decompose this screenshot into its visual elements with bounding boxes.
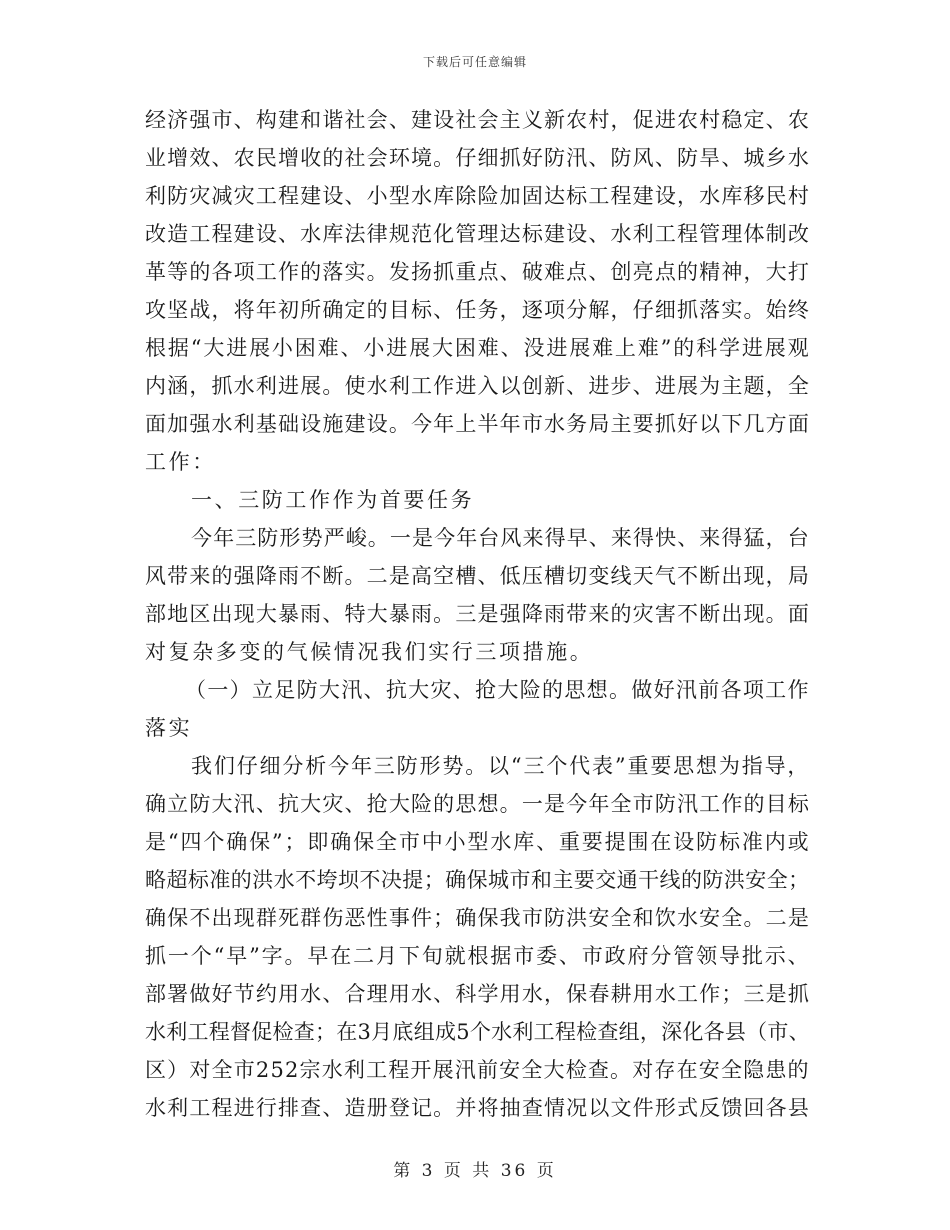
text-line: 部地区出现大暴雨、特大暴雨。三是强降雨带来的灾害不断出现。面 — [145, 602, 810, 626]
page-header: 下载后可任意编辑 — [422, 55, 527, 69]
text-line: 革等的各项工作的落实。发扬抓重点、破难点、创亮点的精神，大打 — [145, 260, 810, 284]
text-line: 业增效、农民增收的社会环境。仔细抓好防汛、防风、防旱、城乡水 — [145, 146, 810, 170]
text-line: 抓一个“早”字。早在二月下旬就根据市委、市政府分管领导批示、 — [145, 944, 811, 968]
text-line: 对复杂多变的气候情况我们实行三项措施。 — [145, 640, 594, 664]
text-line: 区）对全市252宗水利工程开展汛前安全大检查。对存在安全隐患的 — [145, 1058, 810, 1082]
subsection-heading: （一）立足防大汛、抗大灾、抢大险的思想。做好汛前各项工作 — [185, 678, 810, 702]
text-line: 攻坚战，将年初所确定的目标、任务，逐项分解，仔细抓落实。始终 — [145, 298, 810, 322]
subsection-heading: 落实 — [145, 716, 193, 740]
text-line: 水利工程督促检查；在3月底组成5个水利工程检查组，深化各县（市、 — [145, 1020, 810, 1044]
page-number: 第 3 页 共 36 页 — [393, 1161, 557, 1181]
text-line: 内涵，抓水利进展。使水利工作进入以创新、进步、进展为主题，全 — [145, 374, 810, 398]
text-line: 我们仔细分析今年三防形势。以“三个代表”重要思想为指导， — [191, 754, 811, 778]
text-line: 确保不出现群死群伤恶性事件；确保我市防洪安全和饮水安全。二是 — [145, 906, 810, 930]
text-line: 略超标准的洪水不垮坝不决提；确保城市和主要交通干线的防洪安全； — [145, 868, 810, 892]
text-line: 利防灾减灾工程建设、小型水库除险加固达标工程建设，水库移民村 — [145, 184, 810, 208]
text-line: 根据“大进展小困难、小进展大困难、没进展难上难”的科学进展观 — [145, 336, 811, 360]
section-heading: 一、三防工作作为首要任务 — [191, 488, 475, 512]
text-line: 是“四个确保”；即确保全市中小型水库、重要提围在设防标准内或 — [145, 830, 811, 854]
text-line: 工作： — [145, 450, 216, 474]
text-line: 部署做好节约用水、合理用水、科学用水，保春耕用水工作；三是抓 — [145, 982, 810, 1006]
text-line: 风带来的强降雨不断。二是高空槽、低压槽切变线天气不断出现，局 — [145, 564, 810, 588]
text-line: 今年三防形势严峻。一是今年台风来得早、来得快、来得猛，台 — [191, 526, 810, 550]
text-line: 确立防大汛、抗大灾、抢大险的思想。一是今年全市防汛工作的目标 — [145, 792, 810, 816]
text-line: 经济强市、构建和谐社会、建设社会主义新农村，促进农村稳定、农 — [145, 108, 810, 132]
text-line: 面加强水利基础设施建设。今年上半年市水务局主要抓好以下几方面 — [145, 412, 810, 436]
text-line: 改造工程建设、水库法律规范化管理达标建设、水利工程管理体制改 — [145, 222, 810, 246]
text-line: 水利工程进行排查、造册登记。并将抽查情况以文件形式反馈回各县 — [145, 1096, 810, 1120]
